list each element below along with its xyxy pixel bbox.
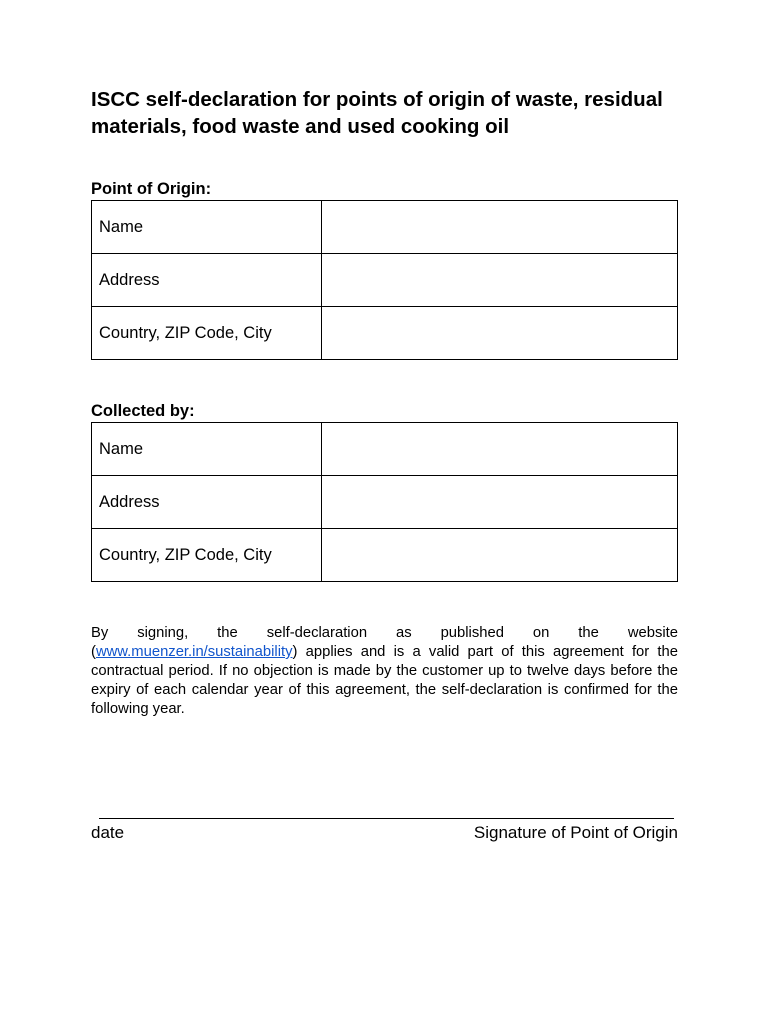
document-title: ISCC self-declaration for points of origin of waste, residual materials, food waste and used cooking oil	[91, 88, 663, 138]
declaration-text-after: ) applies and is a valid part of this agreement for the contractual period. If no objection is made by the customer up to twelve days before the expiry of each calendar year of this agreement, the self-declaration is confirmed for the following year.	[91, 644, 678, 717]
origin-address-field[interactable]	[322, 254, 678, 307]
collector-country-zip-city-label: Country, ZIP Code, City	[92, 529, 322, 582]
collector-name-label: Name	[92, 423, 322, 476]
collected-by-heading: Collected by:	[91, 402, 195, 420]
declaration-text-before: By signing, the self-declaration as published on the website (	[91, 625, 678, 660]
signature-label: Signature of Point of Origin	[473, 823, 678, 842]
point-of-origin-heading: Point of Origin:	[91, 180, 212, 198]
origin-address-label: Address	[92, 254, 322, 307]
collector-country-zip-city-field[interactable]	[322, 529, 678, 582]
table-row	[92, 423, 678, 476]
table-row	[92, 254, 678, 307]
table-row	[92, 529, 678, 582]
table-row	[92, 476, 678, 529]
origin-country-zip-city-label: Country, ZIP Code, City	[92, 307, 322, 360]
point-of-origin-table	[91, 200, 678, 360]
origin-name-field[interactable]	[322, 201, 678, 254]
table-row	[92, 307, 678, 360]
collector-name-field[interactable]	[322, 423, 678, 476]
table-row	[92, 201, 678, 254]
collector-address-field[interactable]	[322, 476, 678, 529]
declaration-paragraph	[91, 624, 678, 719]
website-link[interactable]: www.muenzer.in/sustainability	[95, 644, 293, 660]
collected-by-table	[91, 422, 678, 582]
origin-country-zip-city-field[interactable]	[322, 307, 678, 360]
date-label: date	[91, 823, 125, 842]
collector-address-label: Address	[92, 476, 322, 529]
origin-name-label: Name	[92, 201, 322, 254]
signature-line	[99, 818, 674, 819]
